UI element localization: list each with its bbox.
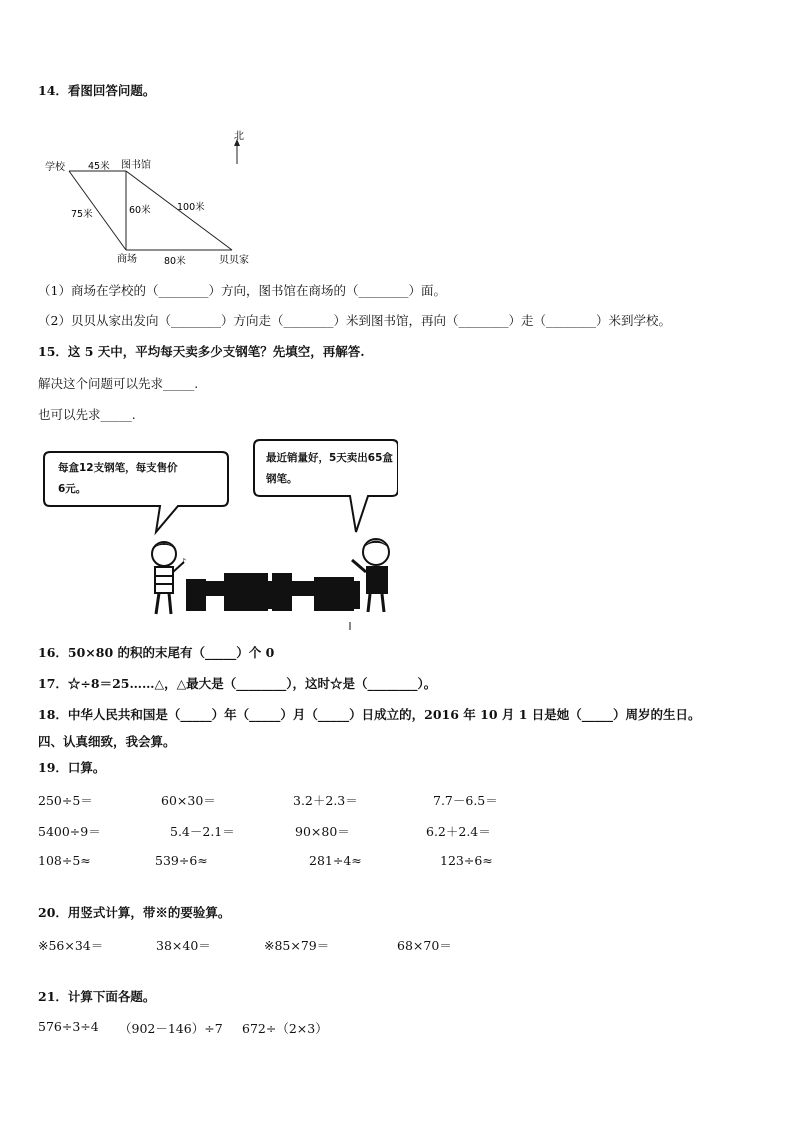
pen-box-4 [314,577,354,611]
q19-cell: 108÷5≈ [38,853,91,868]
dist-mall-home: 80米 [164,256,186,267]
q14-sub1: （1）商场在学校的（________）方向，图书馆在商场的（________）面。 [38,283,446,298]
q14-title: 14．看图回答问题。 [38,83,156,98]
mall-label: 商场 [117,254,137,265]
q19-cell: 250÷5＝ [38,793,93,808]
q21-item: （902－146）÷7 [119,1021,223,1036]
q19-cell: 281÷4≈ [309,853,362,868]
q15-line2: 也可以先求_____. [38,407,136,422]
q21-item: 672÷（2×3） [242,1021,328,1036]
q19-cell: 5.4－2.1＝ [170,824,235,839]
school-label: 学校 [45,162,65,173]
bubble-right-text-1: 最近销量好，5天卖出65盒 [266,452,393,464]
q19-cell: 60×30＝ [161,793,216,808]
q15-title: 15．这 5 天中，平均每天卖多少支钢笔？先填空，再解答. [38,344,365,359]
q19-cell: 123÷6≈ [440,853,493,868]
q21-title: 21．计算下面各题。 [38,989,156,1004]
dist-school-mall: 75米 [71,209,93,220]
q20-item: 38×40＝ [156,938,211,953]
q20-title: 20．用竖式计算，带※的要验算。 [38,905,231,920]
q19-cell: 6.2＋2.4＝ [426,824,491,839]
q19-cell: 7.7－6.5＝ [433,793,498,808]
library-label: 图书馆 [121,160,151,171]
direction-map [38,126,268,272]
q17: 17．☆÷8＝25……△，△最大是（________），这时☆是（________）。 [38,676,437,691]
dist-library-home: 100米 [177,202,205,213]
child-left-icon [152,542,186,614]
q19-title: 19．口算。 [38,760,106,775]
pen-box-2 [224,573,268,611]
north-label: 北 [234,131,244,142]
bubble-left-text-1: 每盒12支钢笔，每支售价 [58,462,178,474]
q19-cell: 3.2＋2.3＝ [293,793,358,808]
q19-cell: 90×80＝ [295,824,350,839]
q20-item: ※56×34＝ [38,938,104,953]
q19-cell: 5400÷9＝ [38,824,101,839]
dist-library-mall: 60米 [129,205,151,216]
q15-line1: 解决这个问题可以先求_____. [38,376,199,391]
q19-cell: 539÷6≈ [155,853,208,868]
pen-box-gap-2 [292,596,314,611]
svg-text:♪: ♪ [181,557,187,566]
q20-item: 68×70＝ [397,938,452,953]
bubble-right-text-2: 钢笔。 [266,473,298,485]
q18: 18．中华人民共和国是（_____）年（_____）月（_____）日成立的，2016 年 10 月 1 日是她（_____）周岁的生日。 [38,707,701,722]
pen-box-gap-1 [206,596,224,611]
dist-school-library: 45米 [88,161,110,172]
bubble-left-text-2: 6元。 [58,483,87,495]
pen-box-1 [186,579,206,611]
home-label: 贝贝家 [219,255,249,266]
q16: 16．50×80 的积的末尾有（_____）个 0 [38,645,275,660]
q21-item: 576÷3÷4 [38,1019,99,1034]
q14-sub2: （2）贝贝从家出发向（________）方向走（________）米到图书馆，再向（________）走（________）米到学校。 [38,313,671,328]
pen-box-3 [272,573,292,611]
q20-item: ※85×79＝ [264,938,330,953]
section-4-heading: 四、认真细致，我会算。 [38,734,176,749]
